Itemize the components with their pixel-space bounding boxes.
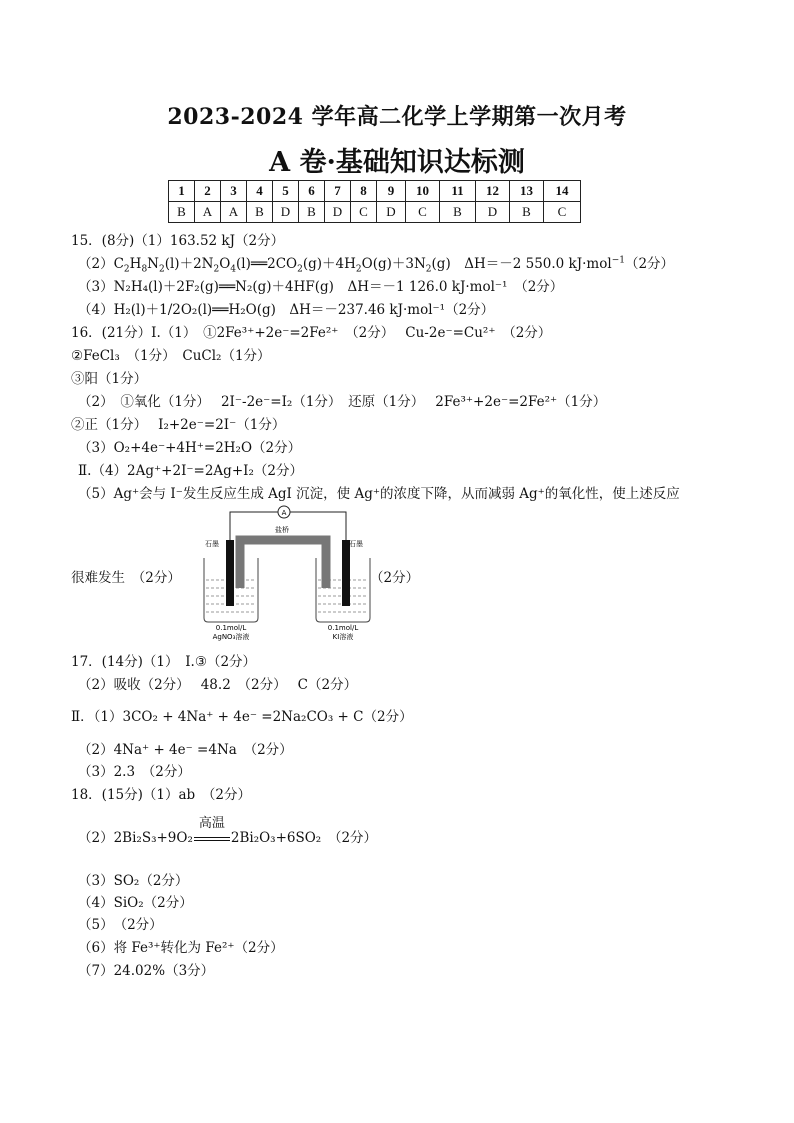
q15-l2-part: (l)＋2N [164, 256, 214, 272]
question-number: 2 [195, 181, 221, 202]
q18-line-3: （3）SO₂（2分） [78, 873, 189, 889]
q16-line-3: ③阳（1分） [71, 371, 148, 387]
answer-cell: B [510, 202, 544, 223]
answer-table-answers-row [169, 202, 581, 223]
left-graphite-electrode [226, 540, 234, 606]
answer-cell: A [195, 202, 221, 223]
q16-line-2: ②FeCl₃ （1分） CuCl₂（1分） [71, 348, 271, 364]
q17-line-3: Ⅱ．（1）3CO₂ + 4Na⁺ + 4e⁻ =2Na₂CO₃ + C（2分） [71, 709, 413, 725]
question-number: 4 [247, 181, 273, 202]
salt-bridge [240, 540, 326, 588]
question-number: 1 [169, 181, 195, 202]
q16-line-6: （3）O₂+4e⁻+4H⁺=2H₂O（2分） [78, 440, 302, 456]
answer-cell: B [440, 202, 476, 223]
question-number: 9 [377, 181, 406, 202]
left-electrode-label: 石墨 [205, 540, 219, 548]
salt-bridge-label: 盐桥 [275, 526, 289, 534]
answer-cell: C [406, 202, 440, 223]
q15-l2-part: H [129, 256, 142, 272]
q15-line-4: （4）H₂(l)＋1/2O₂(l)══H₂O(g) ΔH＝－237.46 kJ·mol⁻¹（2分） [78, 302, 495, 318]
q18-line-1: 18．(15分)（1）ab （2分） [71, 787, 252, 803]
reaction-condition-arrow [193, 816, 231, 846]
q17-line-1: 17．(14分)（1） Ⅰ.③（2分） [71, 654, 257, 670]
q16-line-4: （2） ①氧化（1分） 2I⁻-2e⁻=I₂（1分） 还原（1分） 2Fe³⁺+2e⁻=2Fe²⁺（1分） [78, 394, 607, 410]
exam-title: 2023-2024 学年高二化学上学期第一次月考 [167, 104, 627, 130]
q16-line-1: 16．(21分）Ⅰ.（1） ①2Fe³⁺+2e⁻=2Fe²⁺ （2分） Cu-2e⁻=Cu²⁺ （2分） [71, 325, 552, 341]
question-number: 6 [299, 181, 325, 202]
q15-line-1: 15．(8分)（1）163.52 kJ（2分） [71, 233, 285, 249]
q16-line-9: 很难发生 （2分） [71, 570, 181, 586]
question-number: 11 [440, 181, 476, 202]
question-number: 10 [406, 181, 440, 202]
q18-l2-left: （2）2Bi₂S₃+9O₂ [78, 830, 193, 846]
question-number: 8 [351, 181, 377, 202]
q16-line-5: ②正（1分） I₂+2e⁻=2I⁻（1分） [71, 417, 286, 433]
q15-l2-part: （2）C [78, 256, 124, 272]
q18-line-5: （5） （2分） [78, 917, 163, 933]
question-number: 3 [221, 181, 247, 202]
answer-cell: D [377, 202, 406, 223]
ammeter-label: A [281, 509, 287, 517]
q15-l2-part: O(g)＋3N [361, 256, 426, 272]
q15-l2-part: （2分） [624, 256, 675, 272]
q15-l2-part: (g)＋4H [302, 256, 356, 272]
q18-l2-right: 2Bi₂O₃+6SO₂ （2分） [230, 830, 378, 846]
answer-cell: D [325, 202, 351, 223]
left-solution-conc: 0.1mol/L [215, 624, 247, 632]
right-solution-label: KI溶液 [332, 633, 354, 641]
q18-line-4: （4）SiO₂（2分） [78, 895, 193, 911]
answer-cell: B [299, 202, 325, 223]
question-number: 14 [544, 181, 581, 202]
answer-cell: B [247, 202, 273, 223]
q16-line-8: （5）Ag⁺会与 I⁻发生反应生成 AgI 沉淀，使 Ag⁺的浓度下降，从而减弱 Ag⁺的氧化性，使上述反应 [78, 486, 680, 502]
q15-l2-part: O [219, 256, 231, 272]
answer-cell: C [351, 202, 377, 223]
right-electrode-label: 石墨 [349, 540, 363, 548]
q16-line-7: Ⅱ.（4）2Ag⁺+2I⁻=2Ag+I₂（2分） [78, 463, 303, 479]
answer-cell: A [221, 202, 247, 223]
q17-line-5: （3）2.3 （2分） [78, 764, 191, 780]
right-graphite-electrode [342, 540, 350, 606]
reaction-condition: 高温 [198, 816, 225, 831]
answer-cell: B [169, 202, 195, 223]
q15-line-3: （3）N₂H₄(l)＋2F₂(g)══N₂(g)＋4HF(g) ΔH＝－1 126.0 kJ·mol⁻¹ （2分） [78, 279, 564, 295]
answer-table-numbers-row [169, 181, 581, 202]
q15-l2-part: (g) ΔH＝－2 550.0 kJ·mol [431, 256, 612, 272]
exam-subtitle: A 卷·基础知识达标测 [269, 147, 525, 178]
question-number: 12 [476, 181, 510, 202]
q17-line-4: （2）4Na⁺ + 4e⁻ =4Na （2分） [78, 742, 293, 758]
q16-line-9-score: （2分） [370, 570, 420, 586]
q15-line-2: $(2)C_2H_8N_2(l)+2N_2O_4(l)══2CO_2(g)+4H_2O(g)+3N_2(g)$ ΔH＝－2 550.0 kJ·mol$^{-1}$（2分） [78, 255, 675, 275]
left-solution-label: AgNO₃溶液 [212, 633, 250, 641]
q18-line-6: （6）将 Fe³⁺转化为 Fe²⁺（2分） [78, 940, 284, 956]
answer-cell: D [476, 202, 510, 223]
question-number: 5 [273, 181, 299, 202]
right-solution-conc: 0.1mol/L [327, 624, 359, 632]
question-number: 7 [325, 181, 351, 202]
answer-table [168, 180, 581, 223]
q15-l2-part: N [147, 256, 159, 272]
q18-line-7: （7）24.02%（3分） [78, 963, 215, 979]
answer-cell: D [273, 202, 299, 223]
q17-line-2: （2）吸收（2分） 48.2 （2分） C（2分） [78, 677, 358, 693]
q18-line-2 [78, 816, 378, 846]
q15-l2-part: (l)══2CO [236, 256, 298, 272]
answer-cell: C [544, 202, 581, 223]
galvanic-cell-diagram [196, 500, 376, 642]
question-number: 13 [510, 181, 544, 202]
